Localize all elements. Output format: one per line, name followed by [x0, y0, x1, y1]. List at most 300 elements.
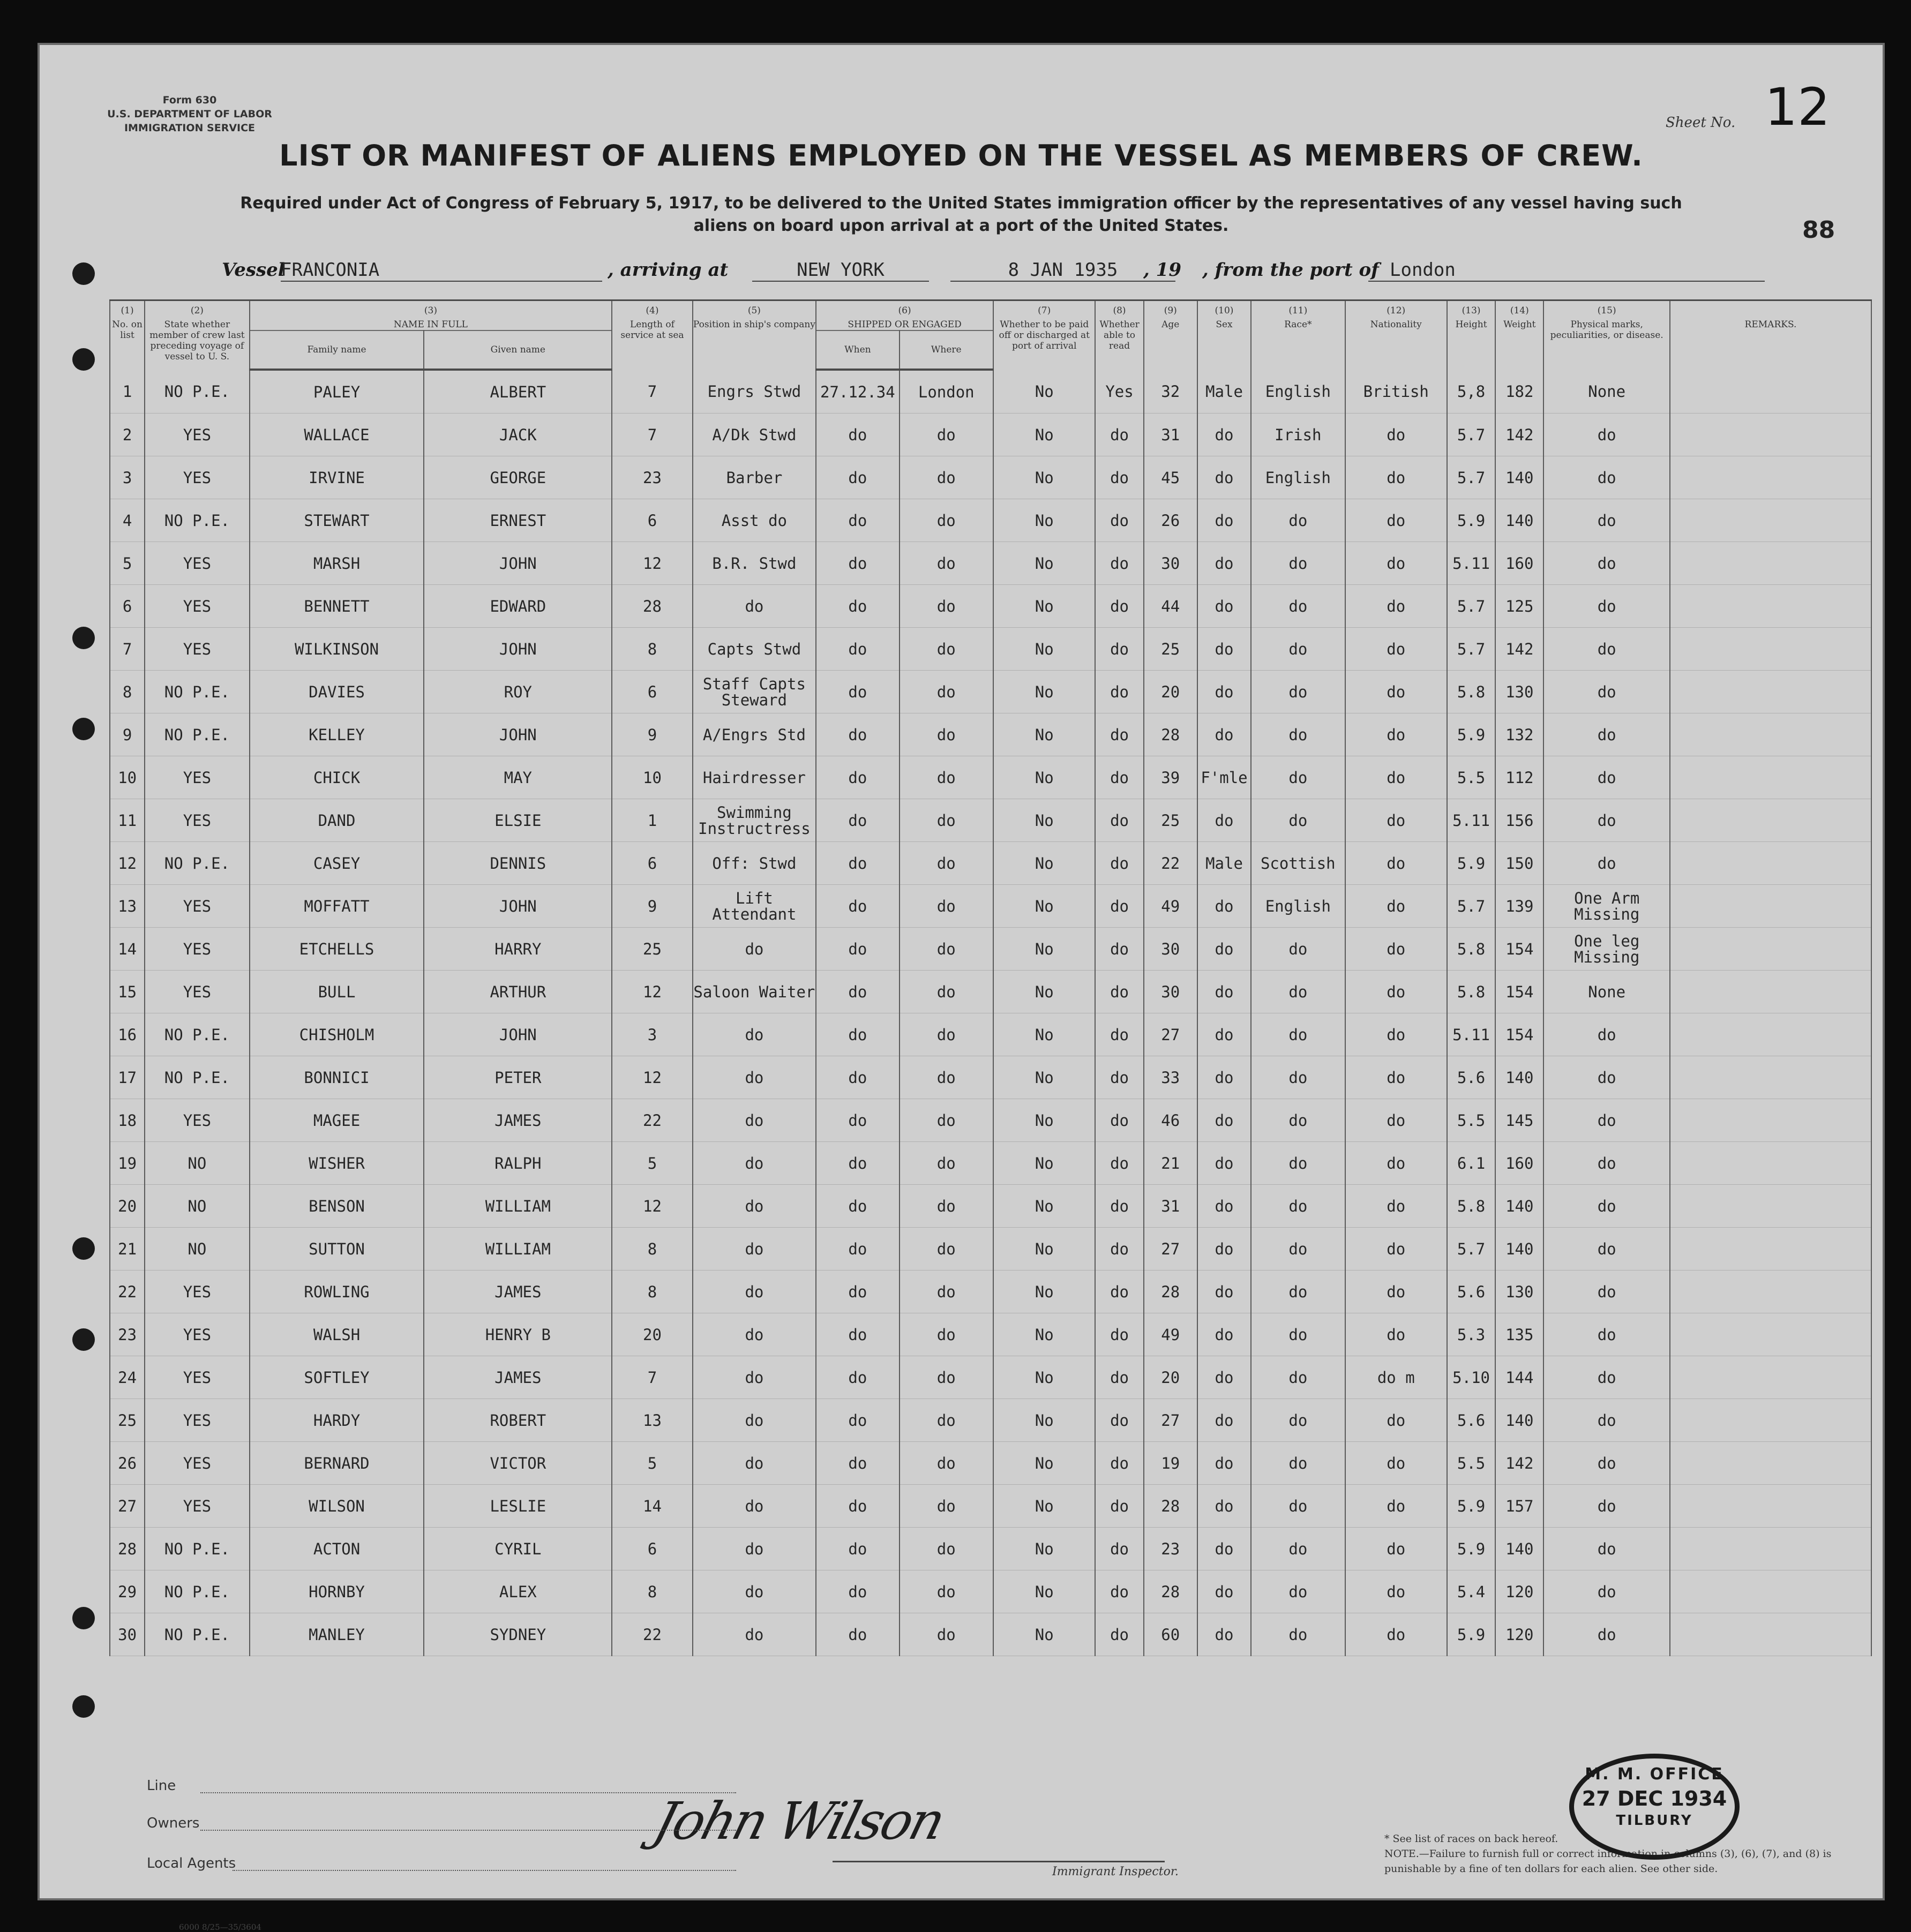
able-to-read: do [1095, 842, 1143, 885]
remarks [1670, 756, 1871, 799]
sex: do [1197, 1356, 1251, 1399]
col-where: Where [900, 330, 993, 370]
line-label: Line [147, 1778, 176, 1794]
nationality: do [1345, 414, 1447, 456]
col-able-read [1095, 300, 1143, 370]
previous-voyage: NO P.E. [145, 671, 249, 713]
shipped-when: do [816, 885, 899, 928]
table-row [110, 1099, 1871, 1142]
given-name: JOHN [424, 885, 612, 928]
race: do [1251, 1313, 1345, 1356]
table-row [110, 1228, 1871, 1271]
penalty-note: NOTE.—Failure to furnish full or correct information in columns (3), (6), (7), and (8) is punishable by a fine of ten dollars for each alien. See other side. [1384, 1848, 1832, 1875]
previous-voyage: YES [145, 585, 249, 628]
position: Lift Attendant [693, 885, 816, 928]
sex: Male [1197, 842, 1251, 885]
col-number: (1) [121, 305, 134, 316]
shipped-when: do [816, 1228, 899, 1271]
physical-marks: do [1543, 1099, 1670, 1142]
nationality: do [1345, 842, 1447, 885]
physical-marks: do [1543, 1570, 1670, 1613]
race: do [1251, 1013, 1345, 1056]
race: do [1251, 1442, 1345, 1485]
col-number: (13) [1462, 305, 1481, 316]
age: 21 [1144, 1142, 1197, 1185]
col-height [1447, 300, 1495, 370]
age: 26 [1144, 499, 1197, 542]
row-number: 24 [110, 1356, 145, 1399]
row-number: 27 [110, 1485, 145, 1528]
nationality: do [1345, 1613, 1447, 1656]
remarks [1670, 1185, 1871, 1228]
arrival-date: 8 JAN 1935 [950, 259, 1175, 282]
previous-voyage: YES [145, 1099, 249, 1142]
physical-marks: do [1543, 1442, 1670, 1485]
weight: 154 [1495, 1013, 1543, 1056]
remarks [1670, 1399, 1871, 1442]
row-number: 8 [110, 671, 145, 713]
age: 60 [1144, 1613, 1197, 1656]
age: 30 [1144, 971, 1197, 1013]
weight: 182 [1495, 370, 1543, 414]
shipped-where: do [900, 928, 993, 971]
previous-voyage: NO [145, 1185, 249, 1228]
race: do [1251, 1099, 1345, 1142]
height: 5.8 [1447, 1185, 1495, 1228]
length-of-service: 7 [612, 370, 692, 414]
remarks [1670, 628, 1871, 671]
length-of-service: 8 [612, 628, 692, 671]
line-field [200, 1792, 736, 1793]
length-of-service: 23 [612, 456, 692, 499]
shipped-where: do [900, 1185, 993, 1228]
able-to-read: do [1095, 1528, 1143, 1570]
length-of-service: 6 [612, 842, 692, 885]
sex: do [1197, 1228, 1251, 1271]
physical-marks: do [1543, 1271, 1670, 1313]
shipped-when: do [816, 499, 899, 542]
given-name: JOHN [424, 1013, 612, 1056]
previous-voyage: NO P.E. [145, 370, 249, 414]
shipped-when: do [816, 1442, 899, 1485]
paid-off: No [993, 1442, 1095, 1485]
given-name: JOHN [424, 713, 612, 756]
position: Saloon Waiter [693, 971, 816, 1013]
race: do [1251, 542, 1345, 585]
col-number: (3) [424, 305, 437, 316]
col-number: (10) [1215, 305, 1234, 316]
nationality: British [1345, 370, 1447, 414]
nationality: do [1345, 628, 1447, 671]
table-row [110, 756, 1871, 799]
height: 5.9 [1447, 1613, 1495, 1656]
height: 5.10 [1447, 1356, 1495, 1399]
height: 5.8 [1447, 928, 1495, 971]
row-number: 20 [110, 1185, 145, 1228]
race: do [1251, 585, 1345, 628]
height: 5.7 [1447, 1228, 1495, 1271]
able-to-read: do [1095, 1399, 1143, 1442]
family-name: SOFTLEY [250, 1356, 424, 1399]
shipped-where: do [900, 1313, 993, 1356]
shipped-when: do [816, 842, 899, 885]
sex: do [1197, 671, 1251, 713]
paid-off: No [993, 1013, 1095, 1056]
shipped-where: London [900, 370, 993, 414]
given-name: WILLIAM [424, 1228, 612, 1271]
row-number: 26 [110, 1442, 145, 1485]
paid-off: No [993, 971, 1095, 1013]
shipped-where: do [900, 414, 993, 456]
col-remarks [1670, 300, 1871, 370]
length-of-service: 12 [612, 1185, 692, 1228]
family-name: IRVINE [250, 456, 424, 499]
able-to-read: do [1095, 456, 1143, 499]
table-row [110, 842, 1871, 885]
given-name: ARTHUR [424, 971, 612, 1013]
length-of-service: 5 [612, 1442, 692, 1485]
length-of-service: 7 [612, 414, 692, 456]
family-name: BERNARD [250, 1442, 424, 1485]
able-to-read: do [1095, 1271, 1143, 1313]
paid-off: No [993, 1528, 1095, 1570]
shipped-when: do [816, 1528, 899, 1570]
shipped-when: do [816, 756, 899, 799]
given-name: ROY [424, 671, 612, 713]
position: Off: Stwd [693, 842, 816, 885]
shipped-where: do [900, 799, 993, 842]
table-row [110, 542, 1871, 585]
family-name: BENNETT [250, 585, 424, 628]
nationality: do [1345, 585, 1447, 628]
shipped-when: do [816, 1056, 899, 1099]
age: 19 [1144, 1442, 1197, 1485]
race: English [1251, 885, 1345, 928]
family-name: MARSH [250, 542, 424, 585]
given-name: EDWARD [424, 585, 612, 628]
position: Swimming Instructress [693, 799, 816, 842]
length-of-service: 3 [612, 1013, 692, 1056]
family-name: MANLEY [250, 1613, 424, 1656]
weight: 140 [1495, 1228, 1543, 1271]
col-number: (14) [1510, 305, 1529, 316]
position: do [693, 928, 816, 971]
sex: do [1197, 456, 1251, 499]
weight: 140 [1495, 1528, 1543, 1570]
length-of-service: 9 [612, 713, 692, 756]
physical-marks: do [1543, 1056, 1670, 1099]
paid-off: No [993, 456, 1095, 499]
race: do [1251, 1185, 1345, 1228]
row-number: 2 [110, 414, 145, 456]
table-row [110, 713, 1871, 756]
previous-voyage: YES [145, 928, 249, 971]
shipped-when: do [816, 799, 899, 842]
physical-marks: do [1543, 1013, 1670, 1056]
position: Capts Stwd [693, 628, 816, 671]
family-name: PALEY [250, 370, 424, 414]
table-row [110, 628, 1871, 671]
shipped-when: do [816, 542, 899, 585]
length-of-service: 5 [612, 1142, 692, 1185]
previous-voyage: YES [145, 885, 249, 928]
inspector-signature: John Wilson [647, 1791, 950, 1851]
previous-voyage: YES [145, 1271, 249, 1313]
shipped-when: do [816, 1356, 899, 1399]
col-label: Weight [1503, 319, 1536, 330]
previous-voyage: YES [145, 628, 249, 671]
row-number: 7 [110, 628, 145, 671]
age: 20 [1144, 1356, 1197, 1399]
position: do [693, 1228, 816, 1271]
col-weight [1495, 300, 1543, 370]
race: do [1251, 628, 1345, 671]
shipped-where: do [900, 628, 993, 671]
previous-voyage: YES [145, 1356, 249, 1399]
able-to-read: do [1095, 1013, 1143, 1056]
age: 39 [1144, 756, 1197, 799]
form-number [88, 93, 291, 135]
physical-marks: do [1543, 1356, 1670, 1399]
row-number: 6 [110, 585, 145, 628]
weight: 157 [1495, 1485, 1543, 1528]
paid-off: No [993, 370, 1095, 414]
subtitle-line-2: aliens on board upon arrival at a port of the United States. [693, 216, 1229, 235]
previous-voyage: YES [145, 414, 249, 456]
shipped-when: do [816, 1399, 899, 1442]
race: do [1251, 499, 1345, 542]
able-to-read: do [1095, 1485, 1143, 1528]
stamp-date: 27 DEC 1934 [1582, 1787, 1727, 1810]
nationality: do [1345, 1570, 1447, 1613]
shipped-where: do [900, 842, 993, 885]
weight: 120 [1495, 1570, 1543, 1613]
height: 5.6 [1447, 1399, 1495, 1442]
previous-voyage: YES [145, 756, 249, 799]
age: 33 [1144, 1056, 1197, 1099]
given-name: ELSIE [424, 799, 612, 842]
nationality: do [1345, 1313, 1447, 1356]
table-row [110, 1442, 1871, 1485]
row-number: 25 [110, 1399, 145, 1442]
length-of-service: 8 [612, 1570, 692, 1613]
family-name: ETCHELLS [250, 928, 424, 971]
physical-marks: One leg Missing [1543, 928, 1670, 971]
sex: do [1197, 1399, 1251, 1442]
col-number: (11) [1288, 305, 1308, 316]
able-to-read: do [1095, 1356, 1143, 1399]
local-agents-field [233, 1870, 736, 1871]
length-of-service: 1 [612, 799, 692, 842]
table-row [110, 971, 1871, 1013]
paid-off: No [993, 1485, 1095, 1528]
signature-line [833, 1861, 1165, 1862]
header-row [110, 300, 1871, 331]
col-race [1251, 300, 1345, 370]
shipped-when: do [816, 1185, 899, 1228]
arriving-label: , arriving at [608, 259, 729, 281]
position: do [693, 585, 816, 628]
shipped-when: do [816, 1570, 899, 1613]
height: 5.9 [1447, 842, 1495, 885]
position: B.R. Stwd [693, 542, 816, 585]
table-row [110, 928, 1871, 971]
physical-marks: do [1543, 456, 1670, 499]
subtitle-line-1: Required under Act of Congress of February 5, 1917, to be delivered to the United States immigration officer by the representatives of any vessel having such [240, 194, 1682, 213]
paid-off: No [993, 1356, 1095, 1399]
col-label: Sex [1216, 319, 1233, 330]
paid-off: No [993, 585, 1095, 628]
shipped-where: do [900, 1013, 993, 1056]
table-row [110, 1613, 1871, 1656]
remarks [1670, 1271, 1871, 1313]
remarks [1670, 370, 1871, 414]
physical-marks: do [1543, 1528, 1670, 1570]
previous-voyage: NO P.E. [145, 499, 249, 542]
col-number: (7) [1038, 305, 1051, 316]
physical-marks: do [1543, 756, 1670, 799]
paid-off: No [993, 671, 1095, 713]
height: 5.8 [1447, 671, 1495, 713]
col-physical-marks [1543, 300, 1670, 370]
given-name: SYDNEY [424, 1613, 612, 1656]
sex: do [1197, 542, 1251, 585]
physical-marks: do [1543, 1399, 1670, 1442]
row-number: 4 [110, 499, 145, 542]
height: 5.9 [1447, 713, 1495, 756]
weight: 142 [1495, 414, 1543, 456]
able-to-read: do [1095, 671, 1143, 713]
position: Staff Capts Steward [693, 671, 816, 713]
previous-voyage: YES [145, 1442, 249, 1485]
position: do [693, 1013, 816, 1056]
remarks [1670, 499, 1871, 542]
position: do [693, 1356, 816, 1399]
nationality: do [1345, 1485, 1447, 1528]
family-name: DAVIES [250, 671, 424, 713]
age: 25 [1144, 799, 1197, 842]
physical-marks: do [1543, 1485, 1670, 1528]
shipped-when: do [816, 1271, 899, 1313]
weight: 130 [1495, 671, 1543, 713]
sex: do [1197, 628, 1251, 671]
physical-marks: do [1543, 414, 1670, 456]
age: 44 [1144, 585, 1197, 628]
length-of-service: 12 [612, 1056, 692, 1099]
row-number: 16 [110, 1013, 145, 1056]
age: 45 [1144, 456, 1197, 499]
able-to-read: Yes [1095, 370, 1143, 414]
weight: 140 [1495, 1399, 1543, 1442]
remarks [1670, 1313, 1871, 1356]
position: A/Dk Stwd [693, 414, 816, 456]
col-nationality [1345, 300, 1447, 370]
remarks [1670, 885, 1871, 928]
col-label: Whether to be paid off or discharged at port of arrival [999, 319, 1090, 351]
table-row [110, 1485, 1871, 1528]
owners-label: Owners [147, 1815, 200, 1831]
given-name: ALEX [424, 1570, 612, 1613]
col-label: NAME IN FULL [393, 319, 468, 330]
weight: 160 [1495, 542, 1543, 585]
col-given-name: Given name [424, 330, 612, 370]
shipped-when: do [816, 414, 899, 456]
weight: 145 [1495, 1099, 1543, 1142]
shipped-when: do [816, 1099, 899, 1142]
given-name: WILLIAM [424, 1185, 612, 1228]
able-to-read: do [1095, 1185, 1143, 1228]
family-name: ROWLING [250, 1271, 424, 1313]
col-number: (9) [1164, 305, 1177, 316]
punch-hole [72, 627, 95, 649]
physical-marks: do [1543, 1185, 1670, 1228]
sex: do [1197, 585, 1251, 628]
race: Irish [1251, 414, 1345, 456]
position: do [693, 1485, 816, 1528]
nationality: do [1345, 499, 1447, 542]
col-number: (4) [646, 305, 659, 316]
family-name: CHISHOLM [250, 1013, 424, 1056]
weight: 156 [1495, 799, 1543, 842]
weight: 142 [1495, 628, 1543, 671]
family-name: MAGEE [250, 1099, 424, 1142]
age: 25 [1144, 628, 1197, 671]
race: do [1251, 1356, 1345, 1399]
table-row [110, 1271, 1871, 1313]
shipped-where: do [900, 1056, 993, 1099]
length-of-service: 6 [612, 671, 692, 713]
previous-voyage: YES [145, 1313, 249, 1356]
previous-voyage: YES [145, 1399, 249, 1442]
height: 5.3 [1447, 1313, 1495, 1356]
position: do [693, 1313, 816, 1356]
race: English [1251, 370, 1345, 414]
age: 30 [1144, 542, 1197, 585]
shipped-where: do [900, 456, 993, 499]
table-row [110, 1570, 1871, 1613]
paid-off: No [993, 799, 1095, 842]
weight: 144 [1495, 1356, 1543, 1399]
height: 5.6 [1447, 1056, 1495, 1099]
physical-marks: do [1543, 671, 1670, 713]
physical-marks: do [1543, 799, 1670, 842]
given-name: MAY [424, 756, 612, 799]
paid-off: No [993, 756, 1095, 799]
punch-hole [72, 1695, 95, 1718]
col-shipped-engaged [816, 300, 993, 331]
shipped-when: do [816, 1485, 899, 1528]
given-name: GEORGE [424, 456, 612, 499]
table-row [110, 1142, 1871, 1185]
arrival-port: NEW YORK [752, 259, 929, 282]
paid-off: No [993, 1570, 1095, 1613]
shipped-when: do [816, 928, 899, 971]
shipped-when: do [816, 971, 899, 1013]
family-name: WALSH [250, 1313, 424, 1356]
remarks [1670, 1356, 1871, 1399]
shipped-where: do [900, 1399, 993, 1442]
row-number: 3 [110, 456, 145, 499]
race: do [1251, 1142, 1345, 1185]
physical-marks: do [1543, 585, 1670, 628]
weight: 140 [1495, 1185, 1543, 1228]
position: do [693, 1142, 816, 1185]
remarks [1670, 1142, 1871, 1185]
remarks [1670, 799, 1871, 842]
weight: 154 [1495, 971, 1543, 1013]
length-of-service: 22 [612, 1613, 692, 1656]
given-name: PETER [424, 1056, 612, 1099]
